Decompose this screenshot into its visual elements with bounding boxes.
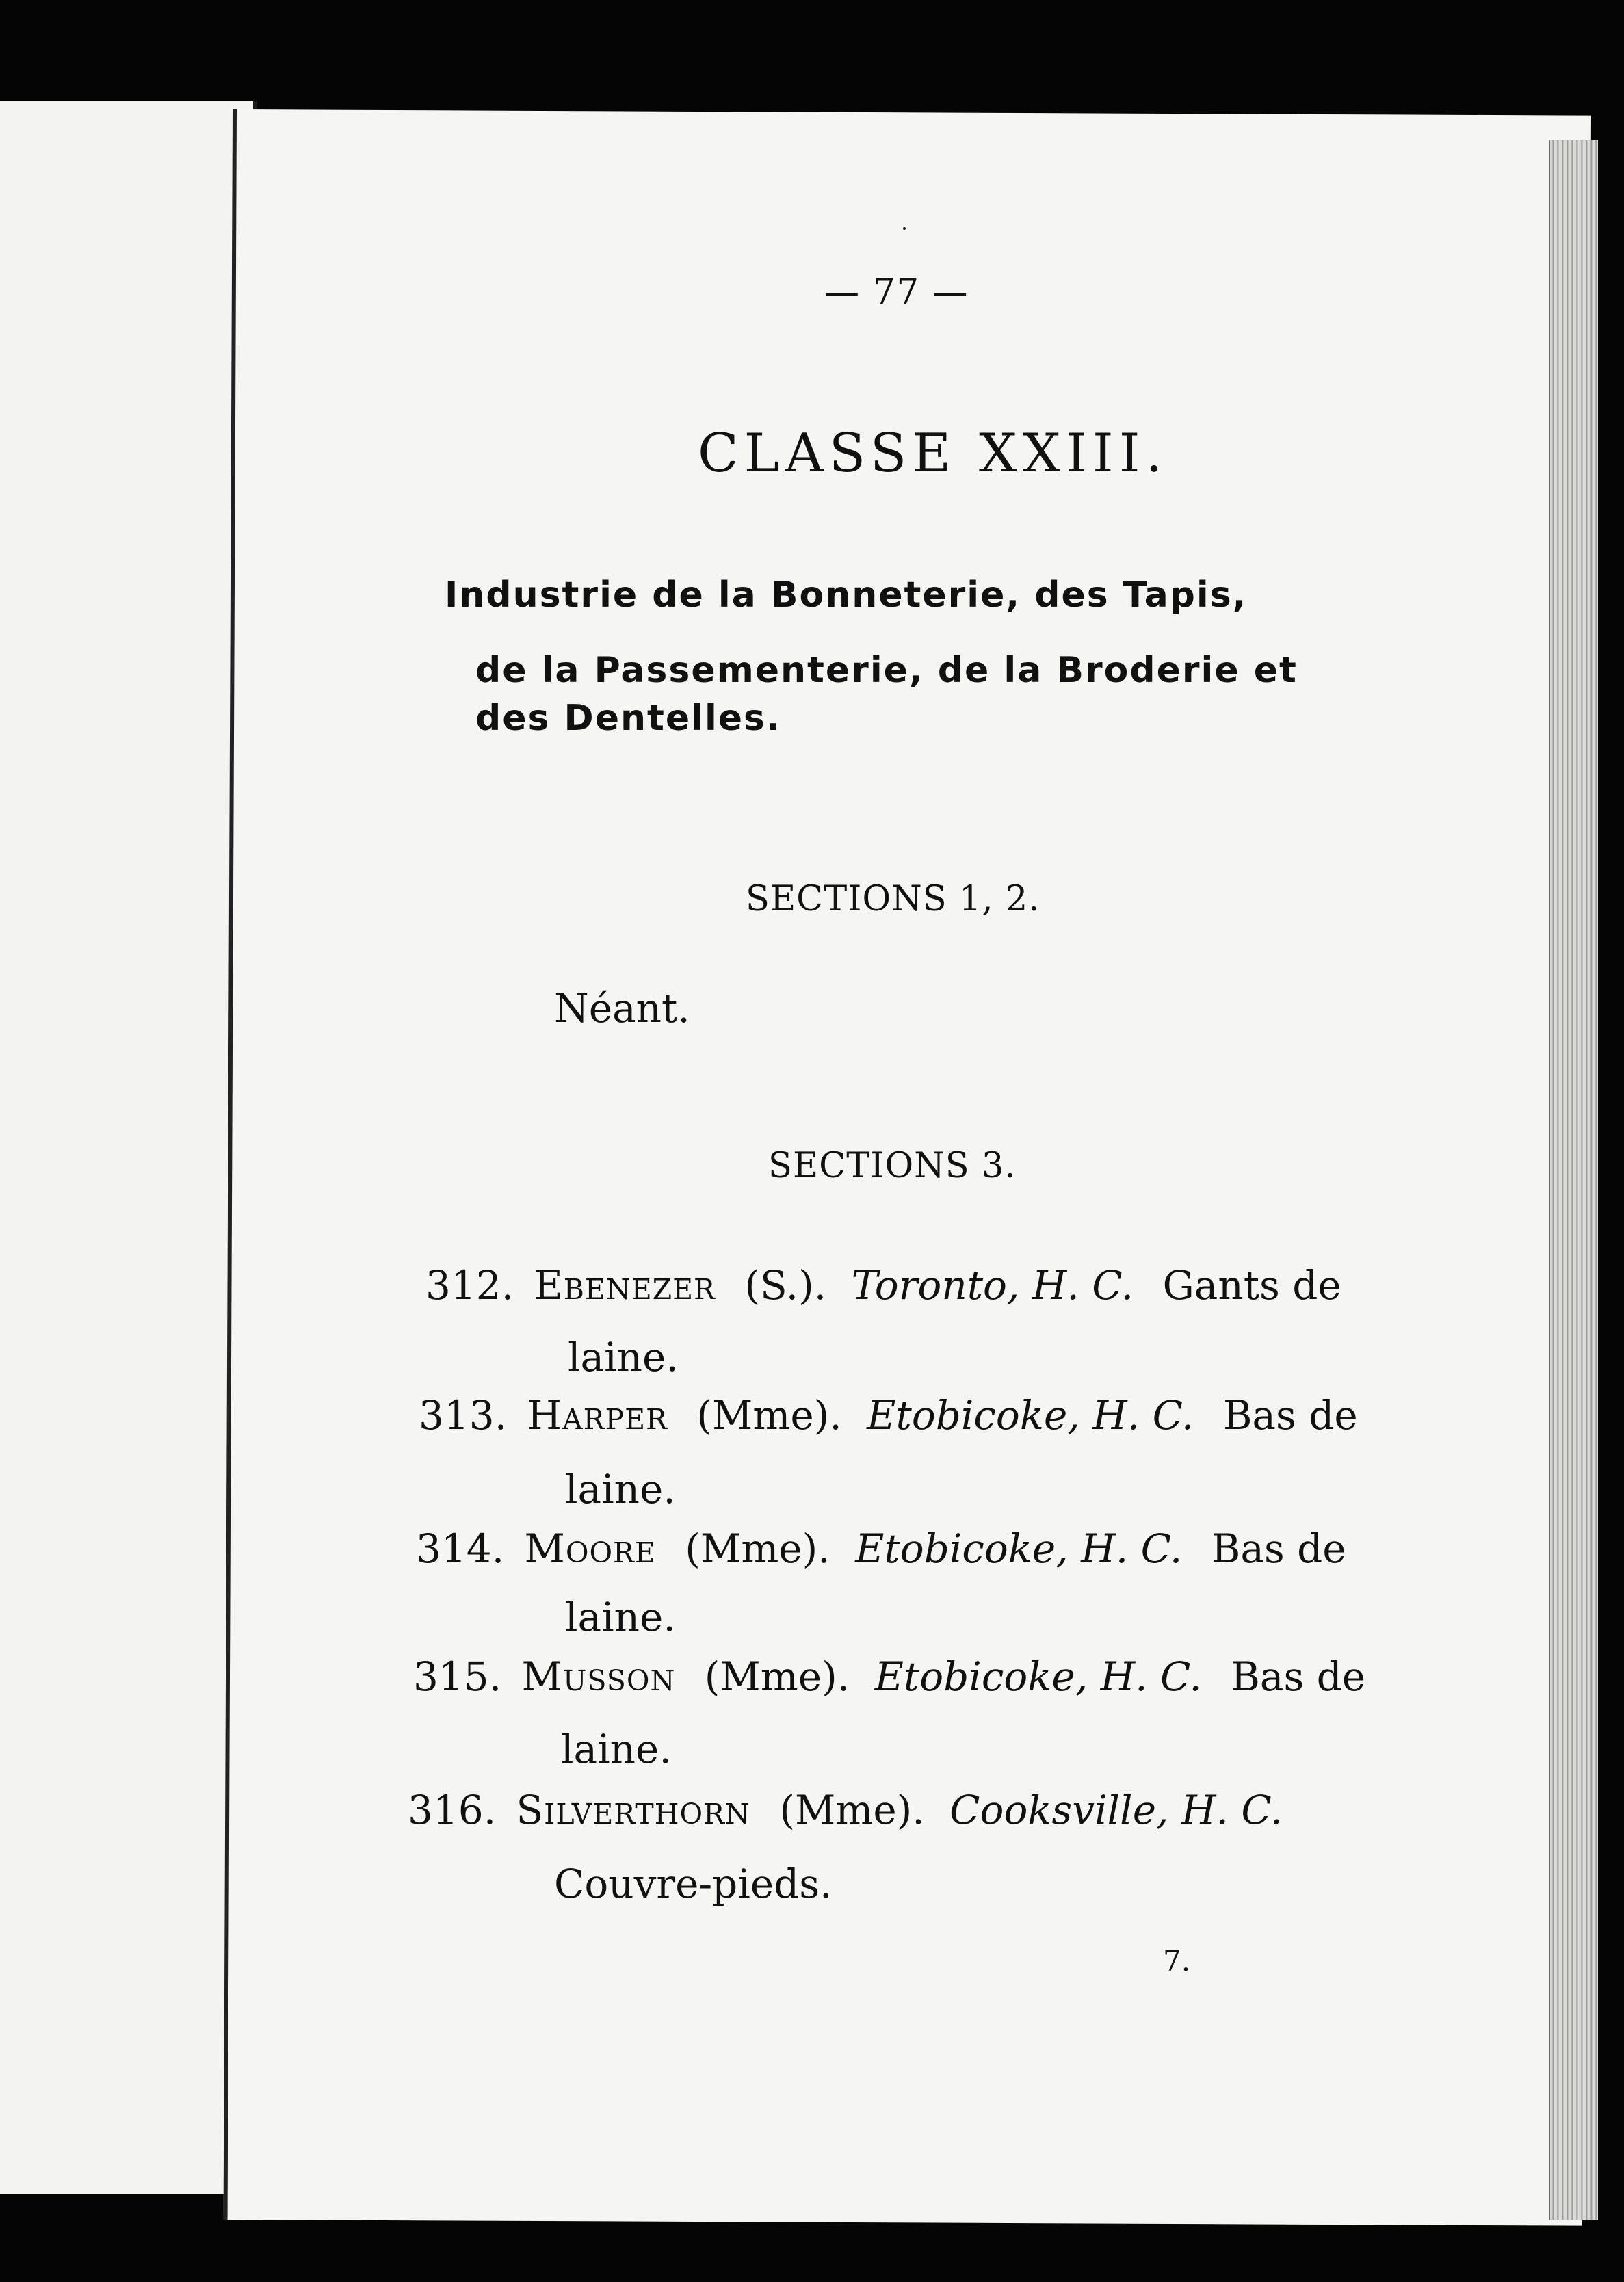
exhibitor-title: (Mme).	[685, 1525, 830, 1572]
exhibit-item: Bas de	[1222, 1392, 1358, 1439]
left-page	[0, 101, 257, 2194]
exhibitor-title: (Mme).	[704, 1653, 850, 1700]
entry-number: 313.	[419, 1392, 508, 1439]
entry-313	[419, 1392, 1358, 1439]
exhibitor-title: (S.).	[744, 1262, 827, 1309]
entry-315	[413, 1653, 1366, 1700]
entry-316	[408, 1787, 1283, 1833]
page-edge	[1549, 140, 1598, 2220]
heading-line-1: Industrie de la Bonneterie, des Tapis,	[445, 575, 1248, 616]
class-title: CLASSE XXIII.	[698, 423, 1168, 484]
exhibitor-name: Moore	[524, 1525, 656, 1572]
entry-312-continuation: laine.	[568, 1334, 679, 1380]
entry-number: 316.	[408, 1787, 497, 1833]
entry-314-continuation: laine.	[565, 1594, 676, 1640]
entry-314	[416, 1525, 1346, 1572]
exhibit-item: Gants de	[1162, 1262, 1341, 1309]
exhibit-item: Bas de	[1211, 1525, 1346, 1572]
exhibitor-place: Etobicoke, H. C.	[867, 1392, 1194, 1439]
neant-note: Néant.	[554, 985, 690, 1032]
exhibitor-place: Cooksville, H. C.	[949, 1787, 1283, 1833]
exhibitor-name: Harper	[527, 1392, 668, 1439]
exhibit-item: Bas de	[1231, 1653, 1366, 1700]
exhibitor-place: Toronto, H. C.	[851, 1262, 1134, 1309]
entry-number: 314.	[416, 1525, 505, 1572]
exhibitor-name: Musson	[521, 1653, 676, 1700]
entry-316-continuation: Couvre-pieds.	[554, 1861, 833, 1907]
sections-1-2: SECTIONS 1, 2.	[746, 879, 1040, 919]
exhibitor-place: Etobicoke, H. C.	[855, 1525, 1183, 1572]
entry-313-continuation: laine.	[565, 1466, 676, 1512]
scan-speck	[903, 227, 906, 230]
heading-line-3: des Dentelles.	[475, 698, 781, 739]
exhibitor-name: Ebenezer	[534, 1262, 716, 1309]
exhibitor-name: Silverthorn	[516, 1787, 750, 1833]
entry-number: 312.	[425, 1262, 514, 1309]
entry-number: 315.	[413, 1653, 502, 1700]
exhibitor-place: Etobicoke, H. C.	[874, 1653, 1202, 1700]
exhibitor-title: (Mme).	[779, 1787, 925, 1833]
entry-312	[425, 1262, 1341, 1309]
exhibitor-title: (Mme).	[696, 1392, 842, 1439]
page-number: — 77 —	[824, 272, 969, 313]
sections-3: SECTIONS 3.	[768, 1146, 1017, 1186]
bottom-signature-mark: 7.	[1163, 1944, 1191, 1978]
entry-315-continuation: laine.	[561, 1726, 672, 1772]
heading-line-2: de la Passementerie, de la Broderie et	[475, 650, 1298, 691]
